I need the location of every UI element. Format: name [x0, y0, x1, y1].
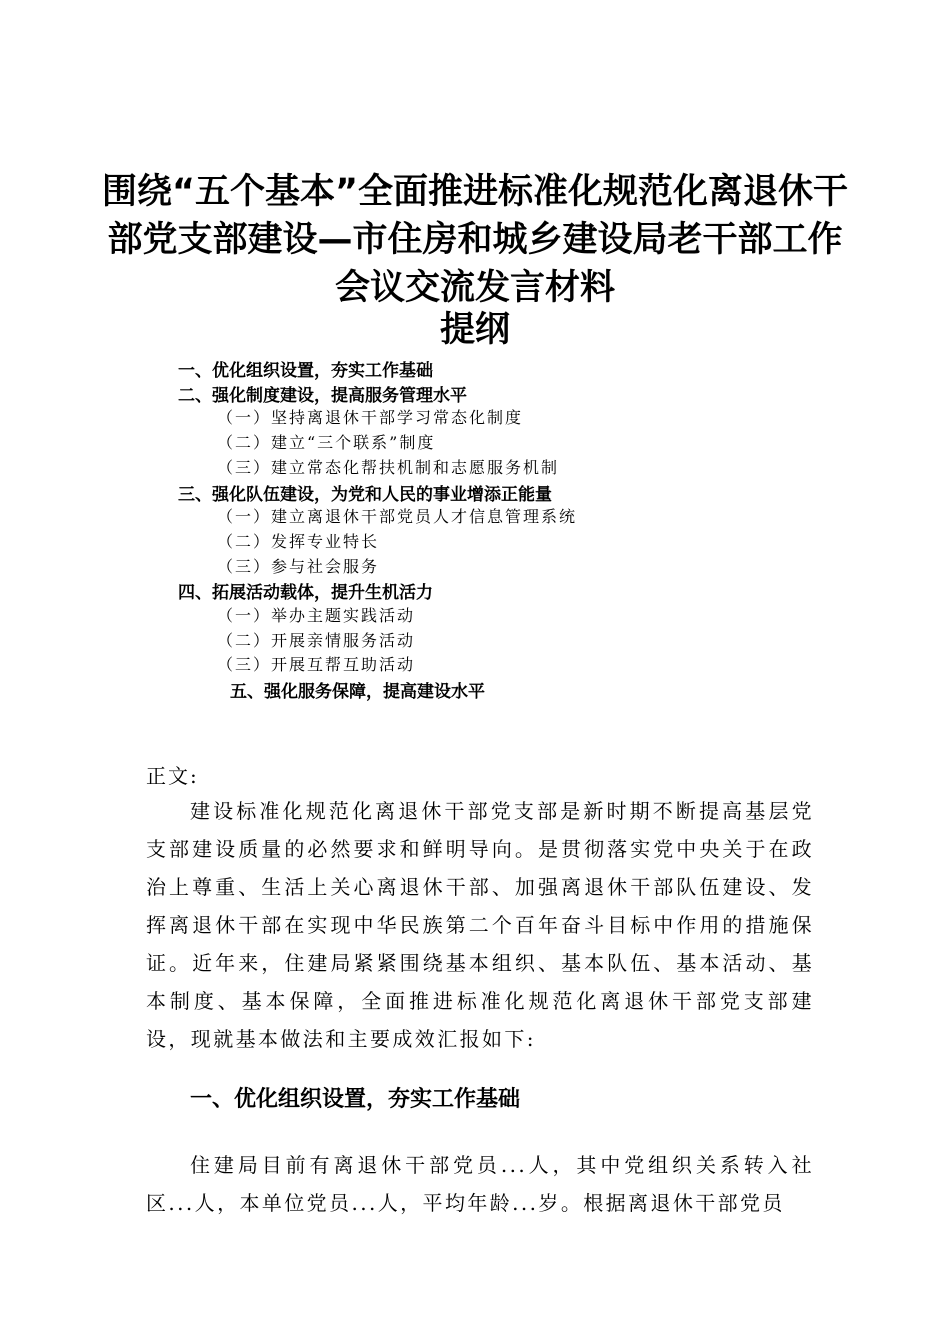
body-paragraph: 住建局目前有离退休干部党员...人，其中党组织关系转入社区...人，本单位党员...人，平均年龄...岁。根据离退休干部党员	[146, 1153, 814, 1215]
outline-subitem: （三）参与社会服务	[217, 556, 380, 576]
body-paragraph: 建设标准化规范化离退休干部党支部是新时期不断提高基层党支部建设质量的必然要求和鲜明导向。是贯彻落实党中央关于在政治上尊重、生活上关心离退休干部、加强离退休干部队伍建设、发挥离退休干部在实现中华民族第二个百年奋斗目标中作用的措施保证。近年来，住建局紧紧围绕基本组织、基本队伍、基本活动、基本制度、基本保障，全面推进标准化规范化离退休干部党支部建设，现就基本做法和主要成效汇报如下:	[146, 799, 814, 1051]
outline-subitem: （一）建立离退休干部党员人才信息管理系统	[217, 507, 578, 527]
outline-subitem: （一）坚持离退休干部学习常态化制度	[217, 408, 524, 428]
outline-item: 四、拓展活动载体，提升生机活力	[178, 583, 433, 604]
outline-heading: 提纲	[439, 310, 510, 350]
document-title: 围绕“五个基本”全面推进标准化规范化离退休干部党支部建设—市住房和城乡建设局老干部工作会议交流发言材料	[101, 172, 848, 308]
outline-item: 五、强化服务保障，提高建设水平	[230, 682, 485, 703]
section-heading: 一、优化组织设置，夯实工作基础	[190, 1087, 521, 1112]
outline-item: 二、强化制度建设，提高服务管理水平	[178, 385, 467, 406]
outline-subitem: （三）开展互帮互助活动	[217, 655, 416, 675]
outline-subitem: （一）举办主题实践活动	[217, 606, 416, 625]
outline-subitem: （二）开展亲情服务活动	[217, 630, 416, 650]
outline-subitem: （三）建立常态化帮扶机制和志愿服务机制	[217, 457, 560, 477]
outline-item: 三、强化队伍建设，为党和人民的事业增添正能量	[178, 484, 552, 505]
outline-subitem: （二）建立“三个联系”制度	[217, 433, 436, 453]
outline-item: 一、优化组织设置，夯实工作基础	[178, 361, 433, 381]
outline-subitem: （二）发挥专业特长	[217, 531, 380, 551]
body-label: 正文:	[146, 764, 199, 788]
